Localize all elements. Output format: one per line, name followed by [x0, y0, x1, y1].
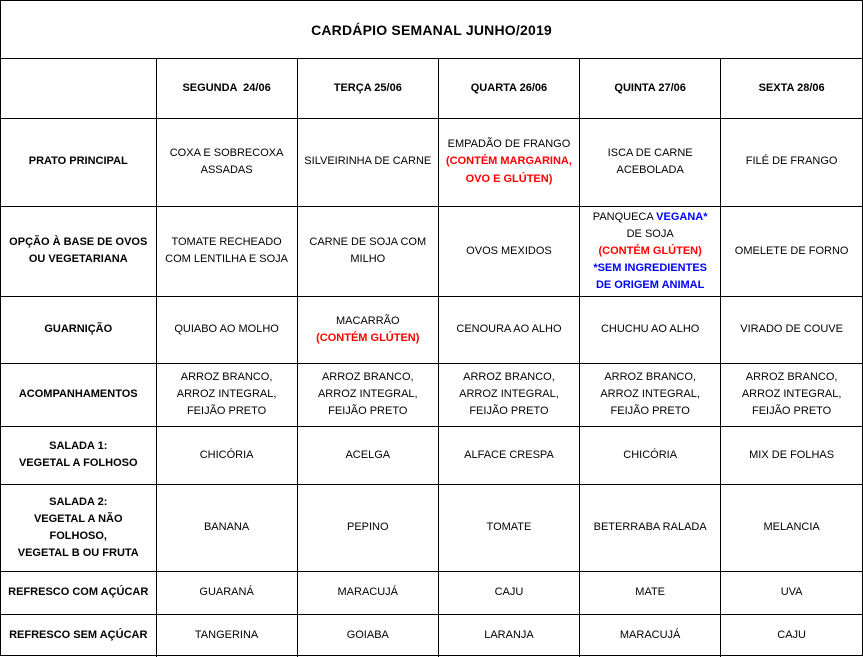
- menu-cell: [156, 296, 297, 363]
- menu-row: [1, 296, 862, 363]
- menu-cell: [156, 206, 297, 296]
- menu-cell: [438, 296, 579, 363]
- menu-cell: [721, 118, 862, 206]
- menu-cell: [438, 484, 579, 571]
- day-header: QUARTA 26/06: [438, 59, 579, 118]
- row-label-line: GUARNIÇÃO: [44, 323, 113, 336]
- menu-cell: [721, 206, 862, 296]
- row-label-line: REFRESCO COM AÇÚCAR: [8, 586, 149, 599]
- dietary-note-text: (CONTÉM MARGARINA, OVO E GLÚTEN): [446, 155, 572, 185]
- menu-cell: [297, 296, 438, 363]
- row-label: [1, 426, 156, 484]
- day-header-row: [1, 59, 862, 118]
- menu-cell: [297, 118, 438, 206]
- menu-item-text: ARROZ BRANCO, ARROZ INTEGRAL, FEIJÃO PRETO: [176, 371, 277, 418]
- menu-item-text: MACARRÃO: [336, 314, 400, 327]
- menu-item-text: PEPINO: [346, 521, 389, 534]
- menu-cell: [438, 206, 579, 296]
- page-title: CARDÁPIO SEMANAL JUNHO/2019: [1, 1, 862, 59]
- menu-item-text: PANQUECA: [592, 210, 657, 223]
- menu-item-text: ACELGA: [345, 448, 391, 461]
- row-label-line: SALADA 1:: [49, 440, 108, 453]
- menu-cell: [156, 118, 297, 206]
- menu-cell: [156, 363, 297, 426]
- menu-cell: [156, 426, 297, 484]
- menu-item-text: ALFACE CRESPA: [464, 448, 554, 461]
- menu-item-text: TOMATE RECHEADO COM LENTILHA E SOJA: [165, 236, 289, 266]
- menu-cell: [580, 614, 721, 657]
- menu-cell: [580, 296, 721, 363]
- menu-cell: [297, 484, 438, 571]
- menu-cell: [721, 614, 862, 657]
- row-label: [1, 118, 156, 206]
- menu-item-text: UVA: [780, 586, 803, 599]
- menu-cell: [438, 426, 579, 484]
- dietary-note-text: (CONTÉM GLÚTEN): [316, 331, 420, 344]
- menu-item-text: OMELETE DE FORNO: [734, 244, 849, 257]
- menu-cell: [297, 614, 438, 657]
- menu-item-text: MATE: [635, 586, 666, 599]
- menu-item-text: ARROZ BRANCO, ARROZ INTEGRAL, FEIJÃO PRETO: [459, 371, 559, 418]
- menu-cell: [438, 571, 579, 614]
- menu-item-text: ARROZ BRANCO, ARROZ INTEGRAL, FEIJÃO PRETO: [741, 371, 842, 418]
- menu-item-text: MELANCIA: [763, 521, 820, 534]
- menu-item-text: SILVEIRINHA DE CARNE: [304, 155, 432, 168]
- menu-cell: [297, 426, 438, 484]
- menu-cell: [156, 484, 297, 571]
- menu-cell: [297, 363, 438, 426]
- menu-cell: [580, 426, 721, 484]
- row-label: [1, 363, 156, 426]
- menu-item-text: CENOURA AO ALHO: [456, 323, 562, 336]
- menu-cell: [721, 571, 862, 614]
- menu-cell: [721, 484, 862, 571]
- menu-item-text: DE SOJA: [626, 227, 674, 240]
- row-label-line: OPÇÃO À BASE DE OVOS: [9, 236, 148, 249]
- row-label-line: PRATO PRINCIPAL: [28, 155, 128, 168]
- menu-cell: [297, 571, 438, 614]
- menu-item-text: LARANJA: [484, 629, 534, 642]
- menu-item-text: EMPADÃO DE FRANGO: [447, 138, 571, 151]
- day-header: TERÇA 25/06: [297, 59, 438, 118]
- dietary-note-text: VEGANA*: [656, 210, 708, 223]
- menu-item-text: QUIABO AO MOLHO: [174, 323, 279, 336]
- day-header: QUINTA 27/06: [580, 59, 721, 118]
- menu-cell: [297, 206, 438, 296]
- menu-cell: [156, 614, 297, 657]
- row-label: [1, 484, 156, 571]
- menu-cell: [721, 363, 862, 426]
- menu-item-text: TOMATE: [486, 521, 532, 534]
- row-label-line: VEGETAL A NÃO FOLHOSO,: [33, 512, 123, 542]
- menu-table: [1, 59, 862, 657]
- menu-item-text: MIX DE FOLHAS: [749, 448, 835, 461]
- menu-row: [1, 206, 862, 296]
- menu-row: [1, 614, 862, 657]
- menu-cell: [156, 571, 297, 614]
- menu-item-text: COXA E SOBRECOXA ASSADAS: [169, 146, 284, 176]
- menu-item-text: BANANA: [203, 521, 250, 534]
- row-label: [1, 614, 156, 657]
- menu-cell: [580, 206, 721, 296]
- menu-item-text: ARROZ BRANCO, ARROZ INTEGRAL, FEIJÃO PRETO: [317, 371, 418, 418]
- row-label: [1, 206, 156, 296]
- menu-item-text: GOIABA: [346, 629, 389, 642]
- menu-cell: [721, 426, 862, 484]
- row-label-line: SALADA 2:: [49, 495, 108, 508]
- row-label: [1, 296, 156, 363]
- menu-cell: [580, 571, 721, 614]
- menu-item-text: CARNE DE SOJA COM MILHO: [309, 236, 427, 266]
- row-label-line: VEGETAL A FOLHOSO: [18, 457, 138, 470]
- row-label-line: REFRESCO SEM AÇÚCAR: [9, 629, 148, 642]
- menu-item-text: FILÉ DE FRANGO: [745, 155, 838, 168]
- menu-cell: [438, 614, 579, 657]
- menu-cell: [438, 118, 579, 206]
- menu-item-text: CAJU: [777, 629, 806, 642]
- menu-cell: [580, 363, 721, 426]
- menu-row: [1, 426, 862, 484]
- row-label: [1, 571, 156, 614]
- menu-item-text: BETERRABA RALADA: [593, 521, 707, 534]
- menu-row: [1, 118, 862, 206]
- menu-row: [1, 484, 862, 571]
- day-header: SEXTA 28/06: [721, 59, 862, 118]
- menu-item-text: MARACUJÁ: [619, 629, 681, 642]
- menu-item-text: CHICÓRIA: [623, 448, 678, 461]
- dietary-note-text: (CONTÉM GLÚTEN): [598, 244, 702, 257]
- corner-cell: [1, 59, 156, 118]
- menu-item-text: CAJU: [494, 586, 524, 599]
- menu-item-text: OVOS MEXIDOS: [466, 244, 552, 257]
- menu-item-text: ISCA DE CARNE ACEBOLADA: [607, 146, 693, 176]
- row-label-line: VEGETAL B OU FRUTA: [17, 546, 139, 559]
- dietary-note-text: *SEM INGREDIENTES DE ORIGEM ANIMAL: [593, 261, 707, 291]
- day-header: SEGUNDA 24/06: [156, 59, 297, 118]
- menu-item-text: MARACUJÁ: [337, 586, 399, 599]
- menu-item-text: ARROZ BRANCO, ARROZ INTEGRAL, FEIJÃO PRETO: [600, 371, 700, 418]
- menu-item-text: VIRADO DE COUVE: [740, 323, 843, 336]
- menu-item-text: CHUCHU AO ALHO: [600, 323, 700, 336]
- menu-row: [1, 571, 862, 614]
- row-label-line: OU VEGETARIANA: [28, 253, 128, 266]
- menu-cell: [580, 118, 721, 206]
- menu-item-text: GUARANÁ: [199, 586, 254, 599]
- menu-row: [1, 363, 862, 426]
- menu-cell: [438, 363, 579, 426]
- menu-item-text: TANGERINA: [194, 629, 259, 642]
- menu-cell: [580, 484, 721, 571]
- menu-item-text: CHICÓRIA: [199, 448, 254, 461]
- row-label-line: ACOMPANHAMENTOS: [18, 388, 138, 401]
- menu-cell: [721, 296, 862, 363]
